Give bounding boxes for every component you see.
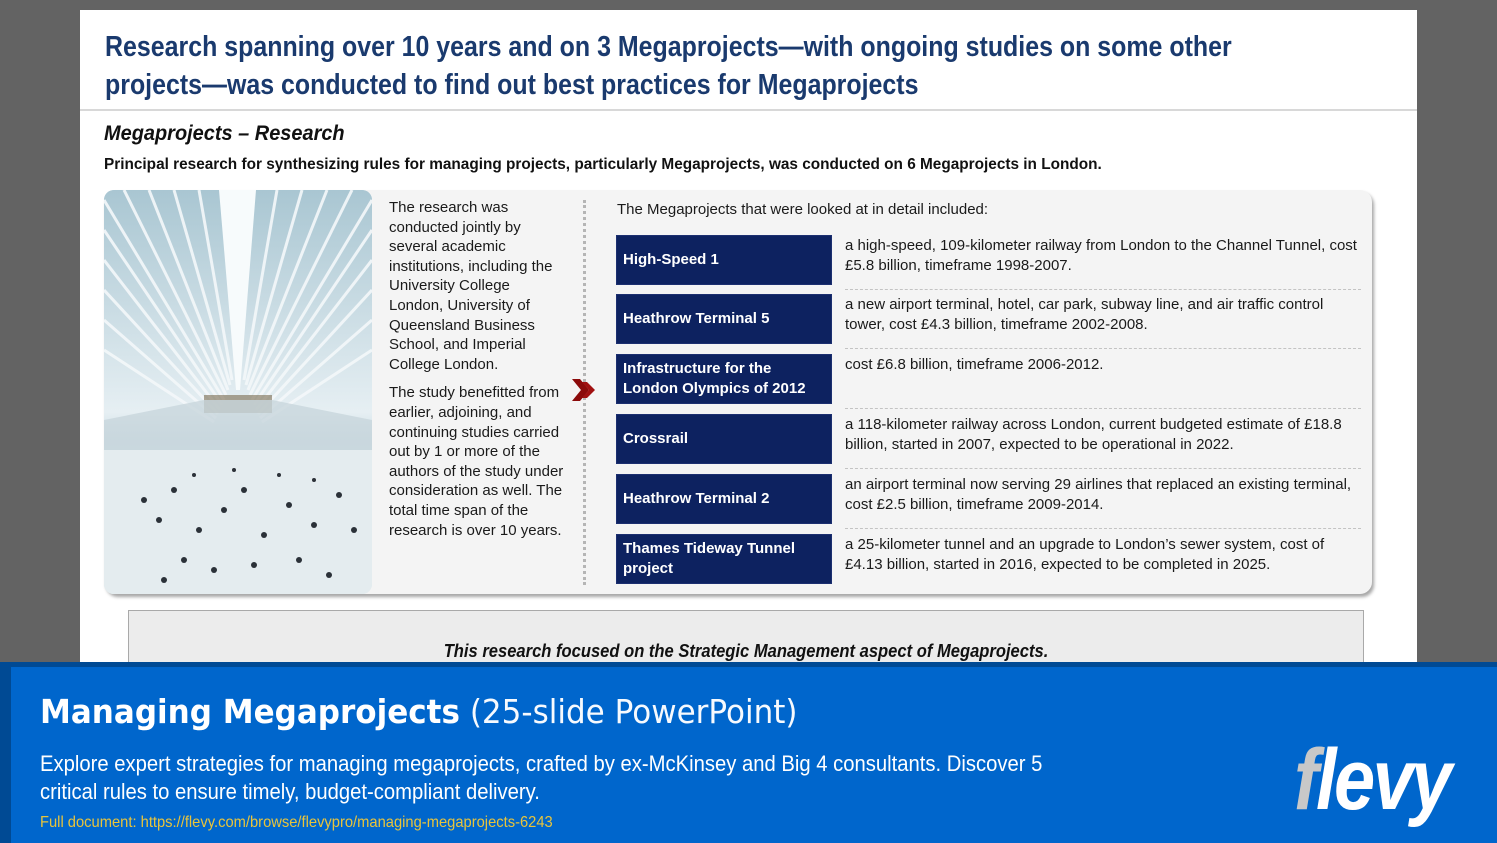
project-row [616,474,1361,524]
slide-title-line-2: projects—was conducted to find out best practices for Megaprojects [105,69,919,101]
project-label: Heathrow Terminal 5 [616,294,832,344]
research-description [389,198,564,540]
project-label: Infrastructure for the London Olympics of 2012 [616,354,832,404]
project-description: a new airport terminal, hotel, car park, subway line, and air traffic control tower, cost £4.3 billion, timeframe 2002-2008. [845,296,1324,333]
photo-atrium-icon [104,190,372,594]
banner-title-detail: (25-slide PowerPoint) [469,692,798,731]
list-intro: The Megaprojects that were looked at in detail included: [617,201,989,218]
logo-f: f [1294,732,1317,828]
slide-title-line-1: Research spanning over 10 years and on 3 Megaprojects—with ongoing studies on some other [105,31,1232,63]
project-row [616,414,1361,464]
promo-banner [0,662,1497,843]
project-row [616,235,1361,285]
row-separator [845,348,1361,349]
banner-title-main: Managing Megaprojects [40,692,460,731]
project-label: Thames Tideway Tunnel project [616,534,832,584]
row-separator [845,528,1361,529]
project-row [616,294,1361,344]
section-subtitle: Principal research for synthesizing rules for managing projects, particularly Megaprojects, was conducted on 6 Megaprojects in London. [104,156,1102,173]
project-description: cost £6.8 billion, timeframe 2006-2012. [845,356,1104,373]
flevy-logo[interactable] [1294,732,1450,828]
slide-title [105,28,1232,104]
research-panel [104,190,1372,594]
banner-title [40,692,798,731]
row-separator [845,408,1361,409]
double-chevron-right-icon [572,378,598,402]
section-title: Megaprojects – Research [104,122,345,145]
title-divider [80,109,1417,111]
logo-rest: levy [1316,732,1450,828]
project-row [616,354,1361,404]
promo-banner-body [11,667,1497,843]
full-document-link[interactable]: Full document: https://flevy.com/browse/flevypro/managing-megaprojects-6243 [40,814,553,831]
project-description: a 25-kilometer tunnel and an upgrade to London’s sewer system, cost of £4.13 billion, started in 2016, expected to be completed in 2025. [845,536,1325,573]
slide [80,10,1417,670]
row-separator [845,289,1361,290]
project-row [616,534,1361,584]
research-paragraph-1: The research was conducted jointly by several academic institutions, including the University College London, University of Queensland Business School, and Imperial College London. [389,199,553,373]
project-label: Heathrow Terminal 2 [616,474,832,524]
research-paragraph-2: The study benefitted from earlier, adjoining, and continuing studies carried out by 1 or more of the authors of the study under consideration as well. The total time span of the research is over 10 years. [389,384,564,539]
project-label: High-Speed 1 [616,235,832,285]
project-label: Crossrail [616,414,832,464]
callout-text: This research focused on the Strategic Management aspect of Megaprojects. [443,641,1049,661]
project-description: an airport terminal now serving 29 airlines that replaced an existing terminal, cost £2.5 billion, timeframe 2009-2014. [845,476,1352,513]
project-description: a 118-kilometer railway across London, current budgeted estimate of £18.8 billion, started in 2007, expected to be operational in 2022. [845,416,1342,453]
row-separator [845,468,1361,469]
banner-description: Explore expert strategies for managing megaprojects, crafted by ex-McKinsey and Big 4 consultants. Discover 5 critical rules to ensure timely, budget-compliant delivery. [40,751,1043,804]
project-description: a high-speed, 109-kilometer railway from London to the Channel Tunnel, cost £5.8 billion, timeframe 1998-2007. [845,237,1357,274]
